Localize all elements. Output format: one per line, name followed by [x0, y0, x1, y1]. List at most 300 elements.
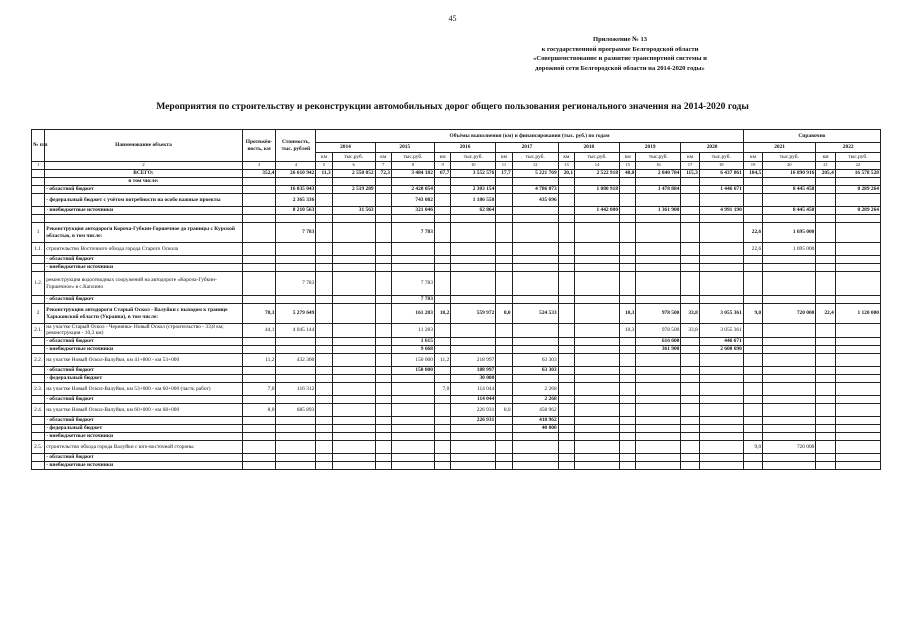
cell-value [434, 403, 450, 416]
cell-value [575, 264, 620, 272]
cell-value [816, 337, 835, 345]
cell-value [743, 453, 762, 461]
cell-value [276, 345, 316, 353]
cell-value [636, 296, 681, 304]
cell-value [699, 461, 743, 469]
cell-value [451, 324, 496, 338]
cell-value [816, 272, 835, 296]
cell-value [699, 432, 743, 440]
cell-value [699, 264, 743, 272]
cell-value [242, 366, 276, 374]
table-row [32, 432, 881, 440]
cell-value [743, 366, 762, 374]
cell-value [332, 403, 375, 416]
cell-value: 226 931 [451, 416, 496, 424]
cell-value: 1 446 671 [699, 186, 743, 194]
cell-value [681, 440, 699, 453]
cell-value [743, 337, 762, 345]
cell-value [620, 243, 636, 256]
cell-value: 2 420 054 [391, 186, 434, 194]
cell-value: 18,2 [434, 304, 450, 324]
empty-cell [451, 215, 496, 223]
cell-value [375, 395, 391, 403]
cell-value [512, 296, 558, 304]
cell-value [316, 432, 332, 440]
cell-value [763, 374, 816, 382]
cell-value [332, 416, 375, 424]
cell-value [636, 416, 681, 424]
cell-value [451, 272, 496, 296]
cell-value: 8 289 264 [835, 207, 880, 215]
cell-value: 458 962 [512, 403, 558, 416]
cell-value [316, 453, 332, 461]
table-row [32, 304, 881, 324]
cell-value [636, 453, 681, 461]
column-number: 7 [375, 162, 391, 170]
cell-value [743, 324, 762, 338]
cell-value [763, 272, 816, 296]
unit-rub: тыс.руб. [451, 153, 496, 162]
unit-rub: тыс.руб. [391, 153, 434, 162]
cell-value [558, 243, 574, 256]
cell-value [816, 243, 835, 256]
column-number: 2 [45, 162, 242, 170]
cell-value [375, 453, 391, 461]
empty-cell [391, 215, 434, 223]
cell-value: 616 600 [636, 337, 681, 345]
cell-value [835, 374, 880, 382]
appendix-line: Приложение № 13 [592, 36, 648, 43]
cell-value [391, 461, 434, 469]
cell-value [835, 366, 880, 374]
cell-value [316, 178, 332, 186]
appendix-line: к государственной программе Белгородской области [541, 45, 699, 53]
empty-cell [434, 215, 450, 223]
cell-value: 1 120 000 [835, 304, 880, 324]
cell-value: 218 997 [451, 353, 496, 366]
cell-value [575, 256, 620, 264]
cell-value: 9 668 [391, 345, 434, 353]
cell-value [242, 345, 276, 353]
cell-value [316, 345, 332, 353]
cell-value: 150 000 [391, 353, 434, 366]
cell-value [636, 374, 681, 382]
cell-value: 446 671 [699, 337, 743, 345]
cell-value: 67,7 [434, 170, 450, 178]
cell-value [496, 424, 512, 432]
table-row [32, 345, 881, 353]
cell-value [391, 440, 434, 453]
cell-value: 8 445 458 [763, 207, 816, 215]
cell-value [434, 461, 450, 469]
cell-value [681, 243, 699, 256]
cell-value [316, 243, 332, 256]
cell-value: 978 500 [636, 324, 681, 338]
cell-value [451, 256, 496, 264]
cell-value: 432 300 [276, 353, 316, 366]
cell-value [620, 382, 636, 395]
cell-value [375, 403, 391, 416]
cell-value [835, 243, 880, 256]
cell-value [434, 178, 450, 186]
cell-value: 5 279 649 [276, 304, 316, 324]
cell-value [835, 403, 880, 416]
cell-value: 3 055 361 [699, 304, 743, 324]
cell-value [391, 382, 434, 395]
column-number: 18 [699, 162, 743, 170]
cell-value: 70,3 [242, 304, 276, 324]
row-name: - областной бюджет [45, 296, 242, 304]
cell-value [375, 374, 391, 382]
table-row [32, 374, 881, 382]
cell-value [636, 256, 681, 264]
cell-value [699, 272, 743, 296]
cell-value [816, 256, 835, 264]
cell-value: 418 962 [512, 416, 558, 424]
cell-value [332, 337, 375, 345]
cell-value [575, 461, 620, 469]
header-volumes: Объёмы выполнения (км) и финансирования (тыс. руб.) по годам [316, 130, 743, 143]
empty-cell [242, 215, 276, 223]
cell-value [620, 223, 636, 243]
cell-value [434, 207, 450, 215]
cell-value [375, 416, 391, 424]
empty-cell [575, 215, 620, 223]
empty-cell [699, 215, 743, 223]
cell-value: 63 303 [512, 353, 558, 366]
cell-value [681, 272, 699, 296]
cell-value [681, 186, 699, 194]
cell-value [276, 424, 316, 432]
cell-value [375, 353, 391, 366]
cell-value [451, 461, 496, 469]
cell-value [391, 264, 434, 272]
cell-value [681, 453, 699, 461]
cell-value [242, 453, 276, 461]
cell-value [242, 424, 276, 432]
cell-value [835, 296, 880, 304]
cell-value [375, 272, 391, 296]
cell-value [763, 296, 816, 304]
cell-value [575, 345, 620, 353]
cell-value [558, 395, 574, 403]
cell-value [743, 403, 762, 416]
cell-value: 20,1 [558, 170, 574, 178]
cell-value [496, 440, 512, 453]
cell-value [434, 440, 450, 453]
cell-value: 8,0 [496, 304, 512, 324]
cell-value [636, 382, 681, 395]
cell-value [835, 178, 880, 186]
cell-value [575, 374, 620, 382]
cell-value [242, 395, 276, 403]
row-number [32, 186, 45, 194]
table-row [32, 207, 881, 215]
cell-value [835, 395, 880, 403]
cell-value [242, 337, 276, 345]
table-row [32, 272, 881, 296]
cell-value: 7,0 [242, 382, 276, 395]
cell-value [332, 256, 375, 264]
cell-value [699, 256, 743, 264]
cell-value [375, 178, 391, 186]
column-number: 3 [242, 162, 276, 170]
unit-rub: тыс.руб. [763, 153, 816, 162]
cell-value [816, 461, 835, 469]
row-name: - внебюджетные источники [45, 461, 242, 469]
cell-value [636, 243, 681, 256]
cell-value [681, 432, 699, 440]
cell-value [558, 366, 574, 374]
row-number [32, 366, 45, 374]
cell-value [434, 345, 450, 353]
unit-rub: тыс.руб. [699, 153, 743, 162]
cell-value: 115,3 [681, 170, 699, 178]
cell-value [332, 304, 375, 324]
cell-value [575, 353, 620, 366]
cell-value [575, 272, 620, 296]
cell-value [763, 382, 816, 395]
cell-value [699, 395, 743, 403]
cell-value [496, 453, 512, 461]
cell-value [451, 178, 496, 186]
row-name: - внебюджетные источники [45, 264, 242, 272]
cell-value [512, 243, 558, 256]
row-number: 1 [32, 223, 45, 243]
appendix-line: дорожной сети Белгородской области на 2014-2020 годы» [535, 64, 705, 72]
cell-value [512, 272, 558, 296]
row-number [32, 374, 45, 382]
empty-cell [316, 215, 332, 223]
cell-value [434, 296, 450, 304]
cell-value [681, 337, 699, 345]
cell-value [681, 296, 699, 304]
cell-value [242, 243, 276, 256]
cell-value [620, 432, 636, 440]
empty-cell [620, 215, 636, 223]
row-name: на участке Новый Оскол-Валуйки, км 41+800 - км 53+000 [45, 353, 242, 366]
cell-value [391, 374, 434, 382]
cell-value [575, 243, 620, 256]
cell-value: 8 210 563 [276, 207, 316, 215]
cell-value [575, 416, 620, 424]
cell-value: 2 608 690 [699, 345, 743, 353]
cell-value [332, 194, 375, 207]
cell-value [242, 440, 276, 453]
header-reference: Справочно [743, 130, 880, 143]
row-number [32, 296, 45, 304]
cell-value: 7 783 [391, 296, 434, 304]
unit-km: км [496, 153, 512, 162]
cell-value: 22,4 [816, 304, 835, 324]
unit-rub: тыс.руб. [332, 153, 375, 162]
cell-value [636, 366, 681, 374]
unit-rub: тыс.руб. [636, 153, 681, 162]
cell-value [558, 324, 574, 338]
cell-value [816, 366, 835, 374]
table-row [32, 194, 881, 207]
cell-value [575, 366, 620, 374]
cell-value [699, 178, 743, 186]
cell-value: 226 931 [451, 403, 496, 416]
year-header: 2021 [743, 143, 816, 153]
table-row [32, 243, 881, 256]
cell-value [816, 432, 835, 440]
empty-cell [636, 215, 681, 223]
cell-value [620, 366, 636, 374]
cell-value [512, 223, 558, 243]
cell-value [242, 194, 276, 207]
cell-value: 161 283 [391, 304, 434, 324]
table-row [32, 353, 881, 366]
cell-value [816, 345, 835, 353]
unit-km: км [434, 153, 450, 162]
column-number: 22 [835, 162, 880, 170]
row-name: - областной бюджет [45, 256, 242, 264]
cell-value [681, 353, 699, 366]
cell-value: 1 186 558 [451, 194, 496, 207]
cell-value [835, 272, 880, 296]
cell-value [496, 374, 512, 382]
cell-value [276, 264, 316, 272]
table-row [32, 337, 881, 345]
cell-value: 72,3 [375, 170, 391, 178]
year-header: 2014 [316, 143, 375, 153]
cell-value: 2 519 289 [332, 186, 375, 194]
cell-value: 361 900 [636, 345, 681, 353]
row-number [32, 194, 45, 207]
cell-value [763, 424, 816, 432]
row-number: 1.1. [32, 243, 45, 256]
cell-value: 1 080 918 [575, 186, 620, 194]
cell-value [681, 178, 699, 186]
cell-value [434, 424, 450, 432]
cell-value [496, 178, 512, 186]
cell-value [835, 382, 880, 395]
cell-value [434, 453, 450, 461]
cell-value [575, 178, 620, 186]
cell-value [332, 440, 375, 453]
empty-cell [681, 215, 699, 223]
cell-value: 184,5 [743, 170, 762, 178]
cell-value [242, 178, 276, 186]
row-name: Реконструкция автодороги Старый Оскол - Валуйки с выходом к границе Харьковской области (Украина), в том числе: [45, 304, 242, 324]
cell-value [681, 366, 699, 374]
cell-value [743, 382, 762, 395]
cell-value [451, 264, 496, 272]
cell-value: 2 522 918 [575, 170, 620, 178]
table-row [32, 440, 881, 453]
cell-value [763, 353, 816, 366]
cell-value [375, 264, 391, 272]
cell-value: 5 221 769 [512, 170, 558, 178]
unit-km: км [620, 153, 636, 162]
cell-value [575, 223, 620, 243]
cell-value [743, 207, 762, 215]
cell-value [558, 416, 574, 424]
cell-value [434, 366, 450, 374]
cell-value: 48,0 [620, 170, 636, 178]
row-number [32, 337, 45, 345]
cell-value [276, 374, 316, 382]
cell-value [375, 256, 391, 264]
table-row [32, 395, 881, 403]
cell-value [636, 194, 681, 207]
cell-value [434, 256, 450, 264]
cell-value [743, 432, 762, 440]
cell-value: 114 044 [451, 382, 496, 395]
cell-value: 3 484 182 [391, 170, 434, 178]
cell-value [636, 403, 681, 416]
column-number: 14 [575, 162, 620, 170]
cell-value [391, 256, 434, 264]
cell-value [391, 424, 434, 432]
cell-value [575, 382, 620, 395]
cell-value [434, 186, 450, 194]
cell-value [316, 374, 332, 382]
cell-value [391, 395, 434, 403]
cell-value [558, 223, 574, 243]
cell-value [681, 207, 699, 215]
cell-value [575, 432, 620, 440]
cell-value [332, 432, 375, 440]
row-number [32, 432, 45, 440]
cell-value: 7 783 [276, 223, 316, 243]
table-row [32, 416, 881, 424]
cell-value [375, 432, 391, 440]
cell-value: 205,4 [816, 170, 835, 178]
cell-value [835, 256, 880, 264]
row-number [32, 256, 45, 264]
empty-cell [496, 215, 512, 223]
row-number [32, 453, 45, 461]
table-row [32, 324, 881, 338]
cell-value: 11 283 [391, 324, 434, 338]
cell-value [558, 207, 574, 215]
cell-value [743, 194, 762, 207]
cell-value [681, 345, 699, 353]
empty-cell [763, 215, 816, 223]
cell-value [391, 243, 434, 256]
cell-value [636, 432, 681, 440]
cell-value [575, 453, 620, 461]
cell-value [242, 296, 276, 304]
header-length: Протяжён-ность, км [242, 130, 276, 162]
cell-value [681, 374, 699, 382]
cell-value [699, 424, 743, 432]
cell-value [636, 353, 681, 366]
cell-value [681, 382, 699, 395]
cell-value [242, 256, 276, 264]
cell-value [332, 178, 375, 186]
cell-value [332, 374, 375, 382]
cell-value: 4 991 190 [699, 207, 743, 215]
year-header: 2019 [620, 143, 681, 153]
cell-value [743, 345, 762, 353]
cell-value [743, 416, 762, 424]
empty-cell [512, 215, 558, 223]
cell-value [316, 395, 332, 403]
cell-value [558, 424, 574, 432]
row-number [32, 178, 45, 186]
row-name: реконструкция водоотводных сооружений на автодороге «Короча-Губкин-Горшечное» в с.Каплино [45, 272, 242, 296]
cell-value [743, 296, 762, 304]
cell-value: 33,8 [681, 324, 699, 338]
cell-value [575, 440, 620, 453]
row-name: - областной бюджет [45, 453, 242, 461]
cell-value [496, 194, 512, 207]
cell-value [681, 223, 699, 243]
